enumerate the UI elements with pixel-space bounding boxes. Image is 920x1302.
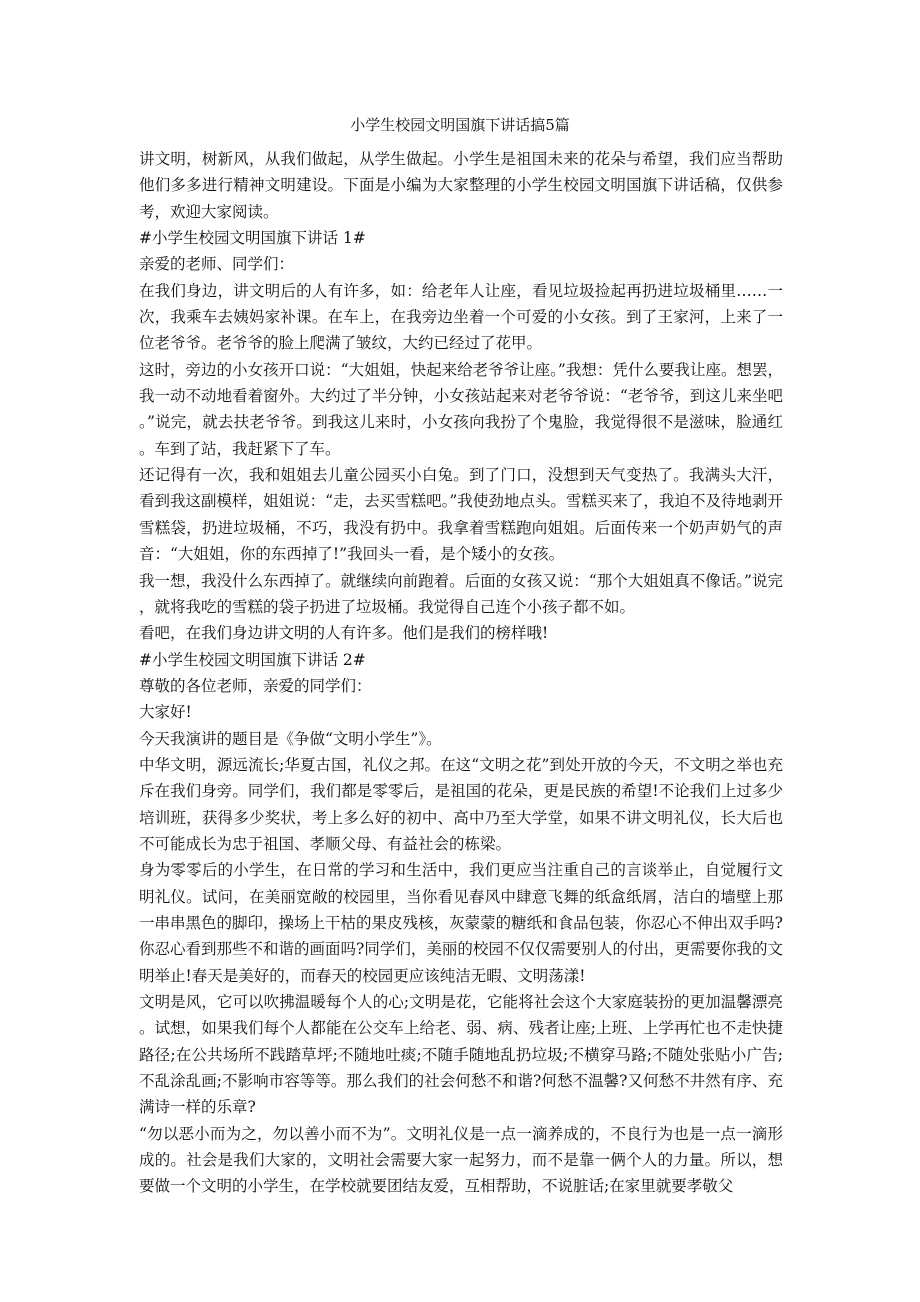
body-paragraph: 在我们身边，讲文明后的人有许多，如：给老年人让座，看见垃圾捡起再扔进垃圾桶里……一次，我乘车去姨妈家补课。在车上，在我旁边坐着一个可爱的小女孩。到了王家河，上来了一位老爷爷。老爷爷的脸上爬满了皱纹，大约已经过了花甲。	[139, 281, 783, 353]
body-paragraph: 还记得有一次，我和姐姐去儿童公园买小白兔。到了门口，没想到天气变热了。我满头大汗，看到我这副模样，姐姐说：“走，去买雪糕吧。”我使劲地点头。雪糕买来了，我迫不及待地剥开雪糕袋，扔进垃圾桶，不巧，我没有扔中。我拿着雪糕跑向姐姐。后面传来一个奶声奶气的声音：“大姐姐，你的东西掉了!”我回头一看，是个矮小的女孩。	[139, 466, 783, 564]
body-paragraph: 文明是风，它可以吹拂温暖每个人的心;文明是花，它能将社会这个大家庭装扮的更加温馨漂亮。试想，如果我们每个人都能在公交车上给老、弱、病、残者让座;上班、上学再忙也不走快捷路径;在公共场所不践踏草坪;不随地吐痰;不随手随地乱扔垃圾;不横穿马路;不随处张贴小广告;不乱涂乱画;不影响市容等等。那么我们的社会何愁不和谐?何愁不温馨?又何愁不井然有序、充满诗一样的乐章?	[139, 993, 783, 1117]
salutation-2: 尊敬的各位老师，亲爱的同学们：	[139, 676, 372, 695]
speech-topic: 今天我演讲的题目是《争做“文明小学生”》。	[139, 729, 442, 748]
body-paragraph: 中华文明，源远流长;华夏古国，礼仪之邦。在这“文明之花”到处开放的今天，不文明之举也充斥在我们身旁。同学们，我们都是零零后，是祖国的花朵，更是民族的希望!不论我们上过多少培训班，获得多少奖状，考上多么好的初中、高中乃至大学堂，如果不讲文明礼仪，长大后也不可能成长为忠于祖国、孝顺父母、有益社会的栋梁。	[139, 755, 783, 853]
salutation-1: 亲爱的老师、同学们：	[139, 255, 295, 274]
body-paragraph: 这时，旁边的小女孩开口说：“大姐姐，快起来给老爷爷让座。”我想：凭什么要我让座。想罢，我一动不动地看着窗外。大约过了半分钟，小女孩站起来对老爷爷说：“老爷爷，到这儿来坐吧。”说完，就去扶老爷爷。到我这儿来时，小女孩向我扮了个鬼脸，我觉得很不是滋味，脸通红。车到了站，我赶紧下了车。	[139, 360, 783, 458]
body-paragraph: 我一想，我没什么东西掉了。就继续向前跑着。后面的女孩又说：“那个大姐姐真不像话。”说完，就将我吃的雪糕的袋子扔进了垃圾桶。我觉得自己连个小孩子都不如。	[139, 571, 783, 616]
document-title: 小学生校园文明国旗下讲话搞5篇	[350, 116, 570, 134]
body-paragraph: 看吧，在我们身边讲文明的人有许多。他们是我们的榜样哦!	[139, 624, 549, 643]
section-heading-1: #小学生校园文明国旗下讲话 1#	[139, 229, 366, 248]
document-body	[139, 146, 783, 1200]
intro-paragraph: 讲文明，树新风，从我们做起，从学生做起。小学生是祖国未来的花朵与希望，我们应当帮助他们多多进行精神文明建设。下面是小编为大家整理的小学生校园文明国旗下讲话稿，仅供参考，欢迎大家阅读。	[139, 150, 783, 221]
greeting: 大家好!	[139, 703, 192, 722]
body-paragraph: 身为零零后的小学生，在日常的学习和生活中，我们更应当注重自己的言谈举止，自觉履行文明礼仪。试问，在美丽宽敞的校园里，当你看见春风中肆意飞舞的纸盒纸屑，洁白的墙壁上那一串串黑色的脚印，操场上干枯的果皮残核，灰蒙蒙的糖纸和食品包装，你忍心不伸出双手吗?你忍心看到那些不和谐的画面吗?同学们，美丽的校园不仅仅需要别人的付出，更需要你我的文明举止!春天是美好的，而春天的校园更应该纯洁无暇、文明荡漾!	[139, 861, 783, 985]
section-heading-2: #小学生校园文明国旗下讲话 2#	[139, 650, 366, 669]
body-paragraph: “勿以恶小而为之，勿以善小而不为”。文明礼仪是一点一滴养成的，不良行为也是一点一滴形成的。社会是我们大家的，文明社会需要大家一起努力，而不是靠一俩个人的力量。所以，想要做一个文明的小学生，在学校就要团结友爱，互相帮助，不说脏话;在家里就要孝敬父	[139, 1124, 783, 1196]
